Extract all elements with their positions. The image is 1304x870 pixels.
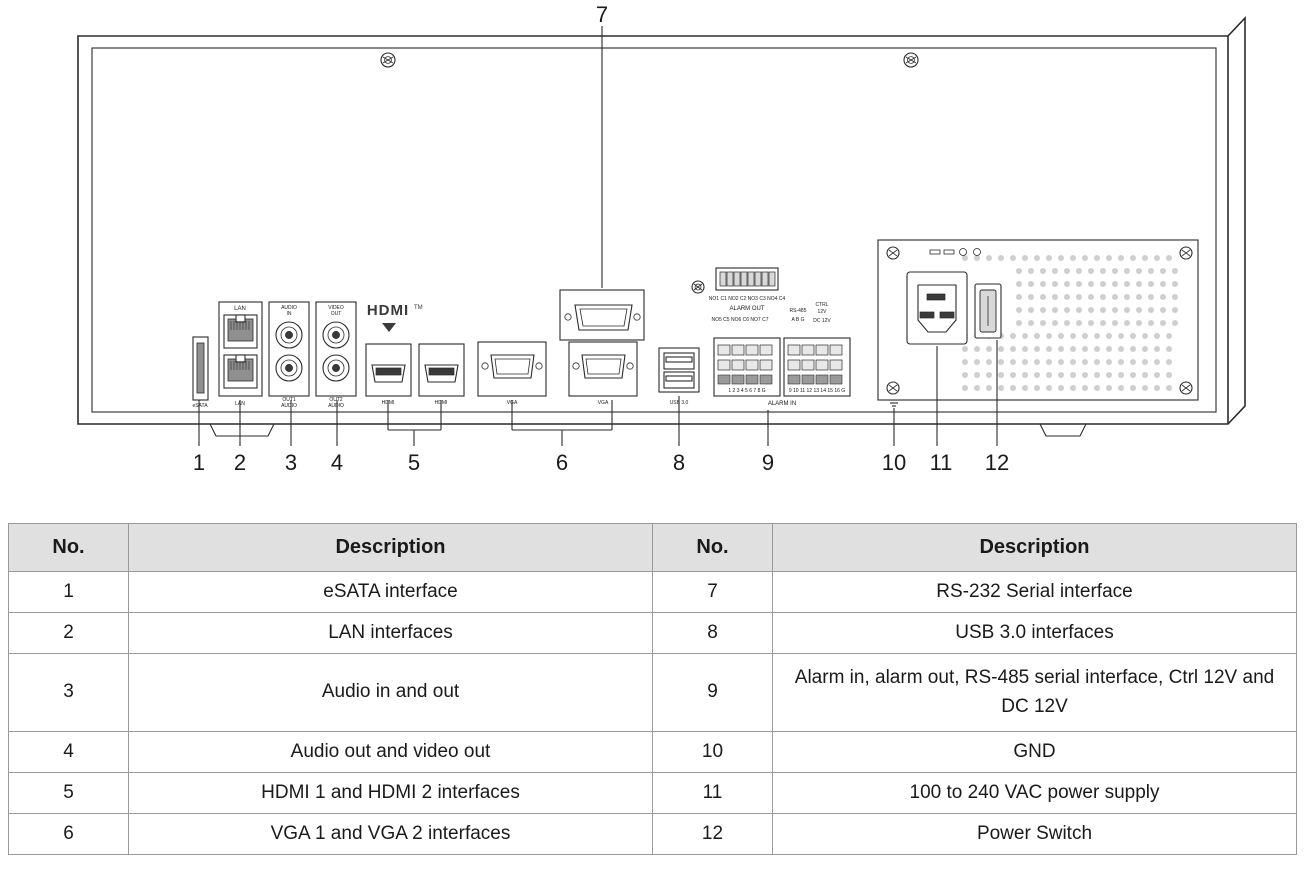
svg-text:1 2 3 4 5 6 7 8 G: 1 2 3 4 5 6 7 8 G bbox=[728, 388, 766, 394]
svg-text:HDMI: HDMI bbox=[381, 400, 395, 406]
header-no-left: No. bbox=[9, 524, 129, 572]
row-no-left: 5 bbox=[9, 772, 129, 813]
row-desc-left: Audio in and out bbox=[129, 654, 653, 732]
svg-text:ALARM IN: ALARM IN bbox=[767, 401, 797, 407]
svg-text:AUDIO: AUDIO bbox=[281, 403, 297, 409]
svg-text:OUT1: OUT1 bbox=[282, 397, 296, 403]
table-row bbox=[9, 572, 1297, 613]
callout-number: 4 bbox=[330, 450, 344, 475]
row-no-left: 2 bbox=[9, 613, 129, 654]
row-desc-right: 100 to 240 VAC power supply bbox=[773, 772, 1297, 813]
svg-text:ALARM OUT: ALARM OUT bbox=[729, 306, 765, 312]
row-no-right: 12 bbox=[653, 813, 773, 854]
svg-text:12V: 12V bbox=[817, 309, 827, 315]
svg-text:9 10 11 12 13 14 15 16 G: 9 10 11 12 13 14 15 16 G bbox=[788, 388, 846, 394]
row-no-right: 11 bbox=[653, 772, 773, 813]
callout-number: 11 bbox=[929, 450, 953, 475]
row-no-right: 8 bbox=[653, 613, 773, 654]
svg-text:LAN: LAN bbox=[234, 306, 246, 312]
table-row bbox=[9, 813, 1297, 854]
callout-number: 2 bbox=[233, 450, 247, 475]
callout-number: 1 bbox=[192, 450, 206, 475]
row-no-left: 1 bbox=[9, 572, 129, 613]
callout-number: 7 bbox=[595, 2, 609, 27]
svg-text:HDMI: HDMI bbox=[366, 302, 410, 319]
callout-number: 3 bbox=[284, 450, 298, 475]
row-desc-right: RS-232 Serial interface bbox=[773, 572, 1297, 613]
row-no-left: 4 bbox=[9, 731, 129, 772]
svg-text:AUDIO: AUDIO bbox=[328, 403, 344, 409]
callout-number: 8 bbox=[672, 450, 686, 475]
callout-number: 9 bbox=[761, 450, 775, 475]
row-desc-left: VGA 1 and VGA 2 interfaces bbox=[129, 813, 653, 854]
table-row bbox=[9, 654, 1297, 732]
svg-text:NO5 C5 NO6 C6 NO7 C7: NO5 C5 NO6 C6 NO7 C7 bbox=[711, 317, 769, 323]
svg-text:USB 3.0: USB 3.0 bbox=[669, 400, 689, 406]
row-no-left: 6 bbox=[9, 813, 129, 854]
svg-text:LAN: LAN bbox=[235, 401, 245, 407]
callout-number: 10 bbox=[881, 450, 907, 475]
table-row bbox=[9, 613, 1297, 654]
row-desc-left: HDMI 1 and HDMI 2 interfaces bbox=[129, 772, 653, 813]
row-desc-right: Power Switch bbox=[773, 813, 1297, 854]
row-no-right: 10 bbox=[653, 731, 773, 772]
row-desc-left: Audio out and video out bbox=[129, 731, 653, 772]
svg-text:CTRL: CTRL bbox=[815, 302, 829, 308]
row-desc-left: eSATA interface bbox=[129, 572, 653, 613]
row-no-right: 7 bbox=[653, 572, 773, 613]
svg-text:VIDEO: VIDEO bbox=[328, 305, 344, 311]
svg-text:OUT2: OUT2 bbox=[329, 397, 343, 403]
svg-text:VGA: VGA bbox=[506, 400, 518, 406]
table-header-row bbox=[9, 524, 1297, 572]
svg-text:NO1 C1 NO2 C2 NO3 C3 NO4 C4: NO1 C1 NO2 C2 NO3 C3 NO4 C4 bbox=[708, 296, 786, 302]
row-no-left: 3 bbox=[9, 654, 129, 732]
svg-text:DC 12V: DC 12V bbox=[813, 318, 831, 324]
row-desc-left: LAN interfaces bbox=[129, 613, 653, 654]
row-desc-right: USB 3.0 interfaces bbox=[773, 613, 1297, 654]
svg-text:RS-485: RS-485 bbox=[789, 308, 807, 314]
header-description-right: Description bbox=[773, 524, 1297, 572]
header-description-left: Description bbox=[129, 524, 653, 572]
svg-text:IN: IN bbox=[286, 311, 292, 317]
svg-text:TM: TM bbox=[414, 305, 423, 311]
svg-text:HDMI: HDMI bbox=[434, 400, 448, 406]
svg-text:AUDIO: AUDIO bbox=[281, 305, 297, 311]
legend-table bbox=[8, 523, 1297, 855]
header-no-right: No. bbox=[653, 524, 773, 572]
row-desc-right: Alarm in, alarm out, RS-485 serial interface, Ctrl 12V and DC 12V bbox=[773, 654, 1297, 732]
svg-text:VGA: VGA bbox=[597, 400, 609, 406]
svg-text:eSATA: eSATA bbox=[192, 403, 208, 409]
row-desc-right: GND bbox=[773, 731, 1297, 772]
table-row bbox=[9, 731, 1297, 772]
callout-number: 12 bbox=[984, 450, 1010, 475]
svg-text:OUT: OUT bbox=[330, 311, 342, 317]
table-row bbox=[9, 772, 1297, 813]
callout-number: 6 bbox=[555, 450, 569, 475]
row-no-right: 9 bbox=[653, 654, 773, 732]
svg-text:A B G: A B G bbox=[791, 317, 805, 323]
callout-number: 5 bbox=[407, 450, 421, 475]
